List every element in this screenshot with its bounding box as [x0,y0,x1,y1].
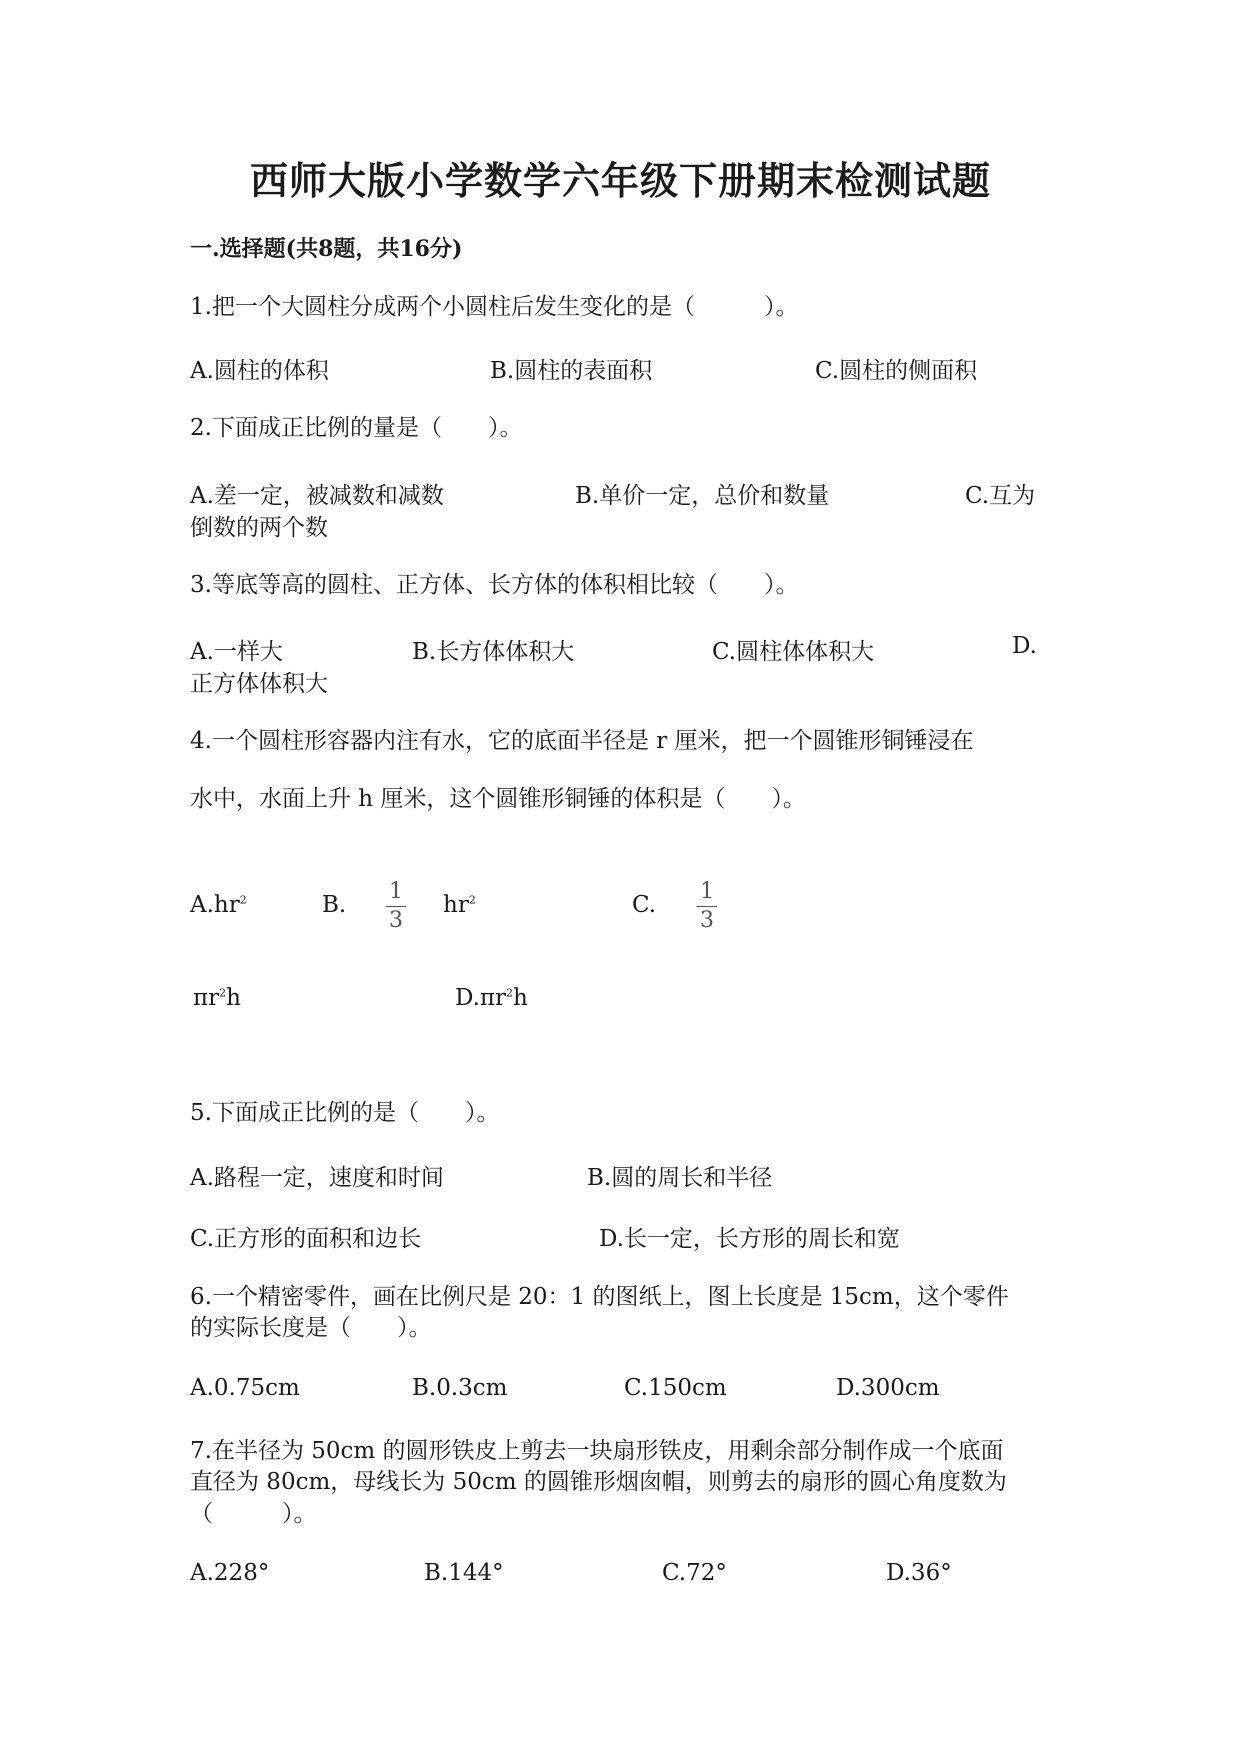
question-5-option-d: D.长一定，长方形的周长和宽 [599,1226,900,1252]
question-4-option-c-label: C. [632,892,657,918]
question-3-option-b: B.长方体体积大 [412,639,575,665]
question-4-option-b-label: B. [322,892,347,918]
question-7-stem-line2: 直径为 80cm，母线长为 50cm 的圆锥形烟囱帽，则剪去的扇形的圆心角度数为 [190,1469,1007,1495]
question-7-stem-line3: （ ）。 [190,1501,317,1527]
question-7-option-a: A.228° [190,1560,270,1586]
page-title: 西师大版小学数学六年级下册期末检测试题 [249,158,991,203]
question-2-stem: 2.下面成正比例的量是（ ）。 [190,415,523,441]
question-6-option-a: A.0.75cm [190,1375,300,1401]
question-1-stem: 1.把一个大圆柱分成两个小圆柱后发生变化的是（ ）。 [190,294,799,320]
question-2-option-a: A.差一定，被减数和减数 [190,483,444,509]
question-5-option-b: B.圆的周长和半径 [587,1165,773,1191]
question-3-option-a: A.一样大 [190,639,283,665]
question-3-option-d: D. [1012,633,1037,659]
question-7-stem-line1: 7.在半径为 50cm 的圆形铁皮上剪去一块扇形铁皮，用剩余部分制作成一个底面 [190,1438,1004,1464]
question-5-option-c: C.正方形的面积和边长 [190,1226,422,1252]
section-heading: 一.选择题(共8题，共16分) [190,236,463,262]
question-4-option-b-tail: $hr^2$ [443,892,476,918]
question-5-stem: 5.下面成正比例的是（ ）。 [190,1100,500,1126]
question-1-option-b: B.圆柱的表面积 [490,358,653,384]
question-2-option-b: B.单价一定，总价和数量 [575,483,830,509]
question-1-option-a: A.圆柱的体积 [190,358,329,384]
question-2-option-c-continued: 倒数的两个数 [190,515,328,541]
question-3-option-c: C.圆柱体体积大 [712,639,875,665]
question-7-option-d: D.36° [886,1560,952,1586]
question-6-option-c: C.150cm [624,1375,727,1401]
question-6-stem-line2: 的实际长度是（ ）。 [190,1315,432,1341]
question-4-stem-line1: 4.一个圆柱形容器内注有水，它的底面半径是 r 厘米，把一个圆锥形铜锤浸在 [190,728,974,754]
question-4-stem-line2: 水中，水面上升 h 厘米，这个圆锥形铜锤的体积是（ ）。 [190,786,806,812]
question-7-option-c: C.72° [662,1560,727,1586]
question-1-option-c: C.圆柱的侧面积 [815,358,978,384]
question-2-option-c: C.互为 [965,483,1036,509]
question-4-option-b-fraction: $\frac{1}{3}$ [386,880,406,933]
question-5-option-a: A.路程一定，速度和时间 [190,1165,444,1191]
question-6-stem-line1: 6.一个精密零件，画在比例尺是 20：1 的图纸上，图上长度是 15cm，这个零件 [190,1284,1009,1310]
question-3-option-d-continued: 正方体体积大 [190,671,328,697]
question-4-option-c-tail: $\pi r^2h$ [193,985,241,1011]
question-4-option-a: $A.hr^2$ [190,892,247,918]
question-7-option-b: B.144° [424,1560,504,1586]
question-6-option-b: B.0.3cm [412,1375,508,1401]
question-4-option-d: $D.\pi r^2h$ [455,985,528,1011]
question-4-option-c-fraction: $\frac{1}{3}$ [697,880,717,933]
question-3-stem: 3.等底等高的圆柱、正方体、长方体的体积相比较（ ）。 [190,572,799,598]
question-6-option-d: D.300cm [836,1375,940,1401]
